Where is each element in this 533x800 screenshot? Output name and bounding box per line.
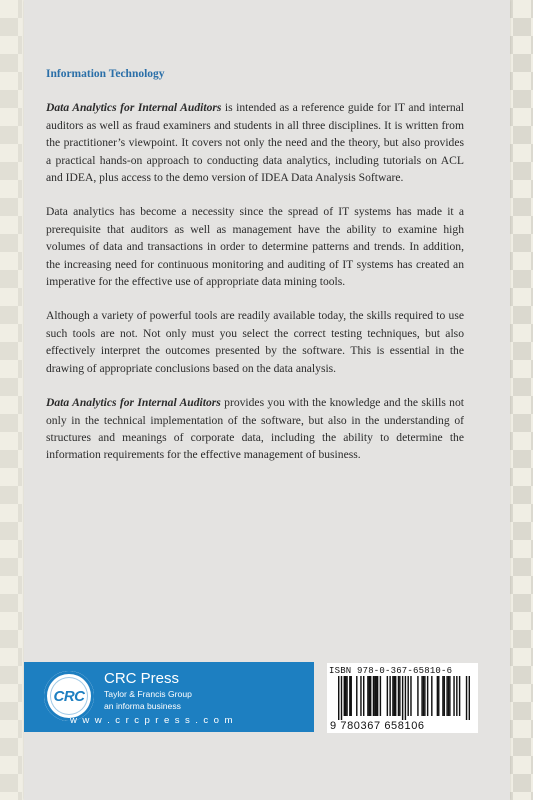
barcode-bar [373, 676, 374, 716]
barcode-bar [427, 676, 428, 716]
barcode-bar [360, 676, 361, 716]
barcode-bar [374, 676, 375, 716]
barcode-bar [417, 676, 418, 716]
paragraph-1 [46, 99, 464, 186]
barcode-bar [394, 676, 395, 716]
book-title-inline: Data Analytics for Internal Auditors [46, 396, 221, 410]
barcode-bar [363, 676, 364, 716]
paragraph-3-text: Although a variety of powerful tools are readily available today, the skills required to use such tools are not. Not only must you select the correct testing techniques, but also effectively interpret the outcomes presented by the software. This is essential in the drawing of appropriate conclusions based on the data analysis. [46, 309, 464, 375]
barcode-bar [405, 676, 406, 720]
barcode-bar [437, 676, 438, 716]
barcode-icon [338, 676, 470, 720]
category-heading: Information Technology [46, 68, 165, 80]
barcode-bar [398, 676, 399, 716]
barcode-bar [338, 676, 339, 720]
barcode-bar [424, 676, 425, 716]
barcode-bar [444, 676, 445, 716]
barcode-bar [449, 676, 450, 716]
barcode-bar [389, 676, 390, 716]
barcode-bar [407, 676, 408, 716]
publisher-name: CRC Press [104, 670, 180, 687]
paragraph-1-text: is intended as a reference guide for IT and internal auditors as well as fraud examiners and students in all three disciplines. It is written from the practitioner’s viewpoint. It covers not only the need and the theory, but also provides a practical hands-on approach to conducting data analytics, including tutorials on ACL and IDEA, plus access to the demo version of IDEA Data Analysis Software. [46, 101, 464, 185]
paragraph-2 [46, 203, 464, 290]
barcode-bar [356, 676, 357, 716]
publisher-url: w w w . c r c p r e s s . c o m [70, 715, 234, 726]
barcode-bar [346, 676, 347, 716]
barcode-bar [344, 676, 345, 716]
crc-logo [44, 671, 94, 721]
barcode-bar [369, 676, 370, 716]
crc-logo-text: CRC [53, 687, 85, 705]
barcode-bar [349, 676, 350, 716]
barcode-bar [341, 676, 342, 720]
paragraph-4-text: provides you with the knowledge and the skills not only in the technical implementation of the software, but also in the understanding of structures and meanings of corporate data, including the ability to determine the information requirements for the effective management of business. [46, 396, 464, 462]
barcode-bar [370, 676, 371, 716]
book-title-inline: Data Analytics for Internal Auditors [46, 101, 222, 115]
barcode-bar [453, 676, 454, 716]
paragraph-2-text: Data analytics has become a necessity since the spread of IT systems has made it a prerequisite that auditors as well as management have the ability to examine high volumes of data and transactions in order to determine patterns and trends. In addition, the increasing need for continuous monitoring and auditing of IT systems has created an imperative for the effective use of appropriate data mining tools. [46, 205, 464, 289]
barcode-bar [446, 676, 447, 716]
barcode-bar [380, 676, 381, 716]
publisher-business: an informa business [104, 701, 181, 711]
barcode-bar [466, 676, 467, 720]
barcode-bar [431, 676, 432, 716]
barcode-bar [410, 676, 411, 716]
barcode-bar [442, 676, 443, 716]
background-pattern-left [0, 0, 22, 800]
barcode-bar [423, 676, 424, 716]
barcode-bar [399, 676, 400, 716]
paragraph-3 [46, 307, 464, 377]
barcode-bar [459, 676, 460, 716]
barcode-bar [345, 676, 346, 716]
barcode-bar [377, 676, 378, 716]
barcode-bar [438, 676, 439, 716]
barcode-digits: 9 780367 658106 [330, 720, 425, 732]
barcode-bar [367, 676, 368, 716]
isbn-label: ISBN 978-0-367-65810-6 [329, 666, 453, 676]
publisher-group: Taylor & Francis Group [104, 689, 192, 699]
barcode-bar [376, 676, 377, 716]
barcode-bar [456, 676, 457, 716]
barcode-bar [387, 676, 388, 716]
barcode-bar [351, 676, 352, 716]
barcode-bar [469, 676, 470, 720]
barcode-bar [395, 676, 396, 716]
paragraph-4 [46, 394, 464, 464]
blurb-text [46, 66, 464, 481]
barcode-bar [448, 676, 449, 716]
barcode-bar [392, 676, 393, 716]
barcode-bar [402, 676, 403, 720]
barcode-bar [421, 676, 422, 716]
